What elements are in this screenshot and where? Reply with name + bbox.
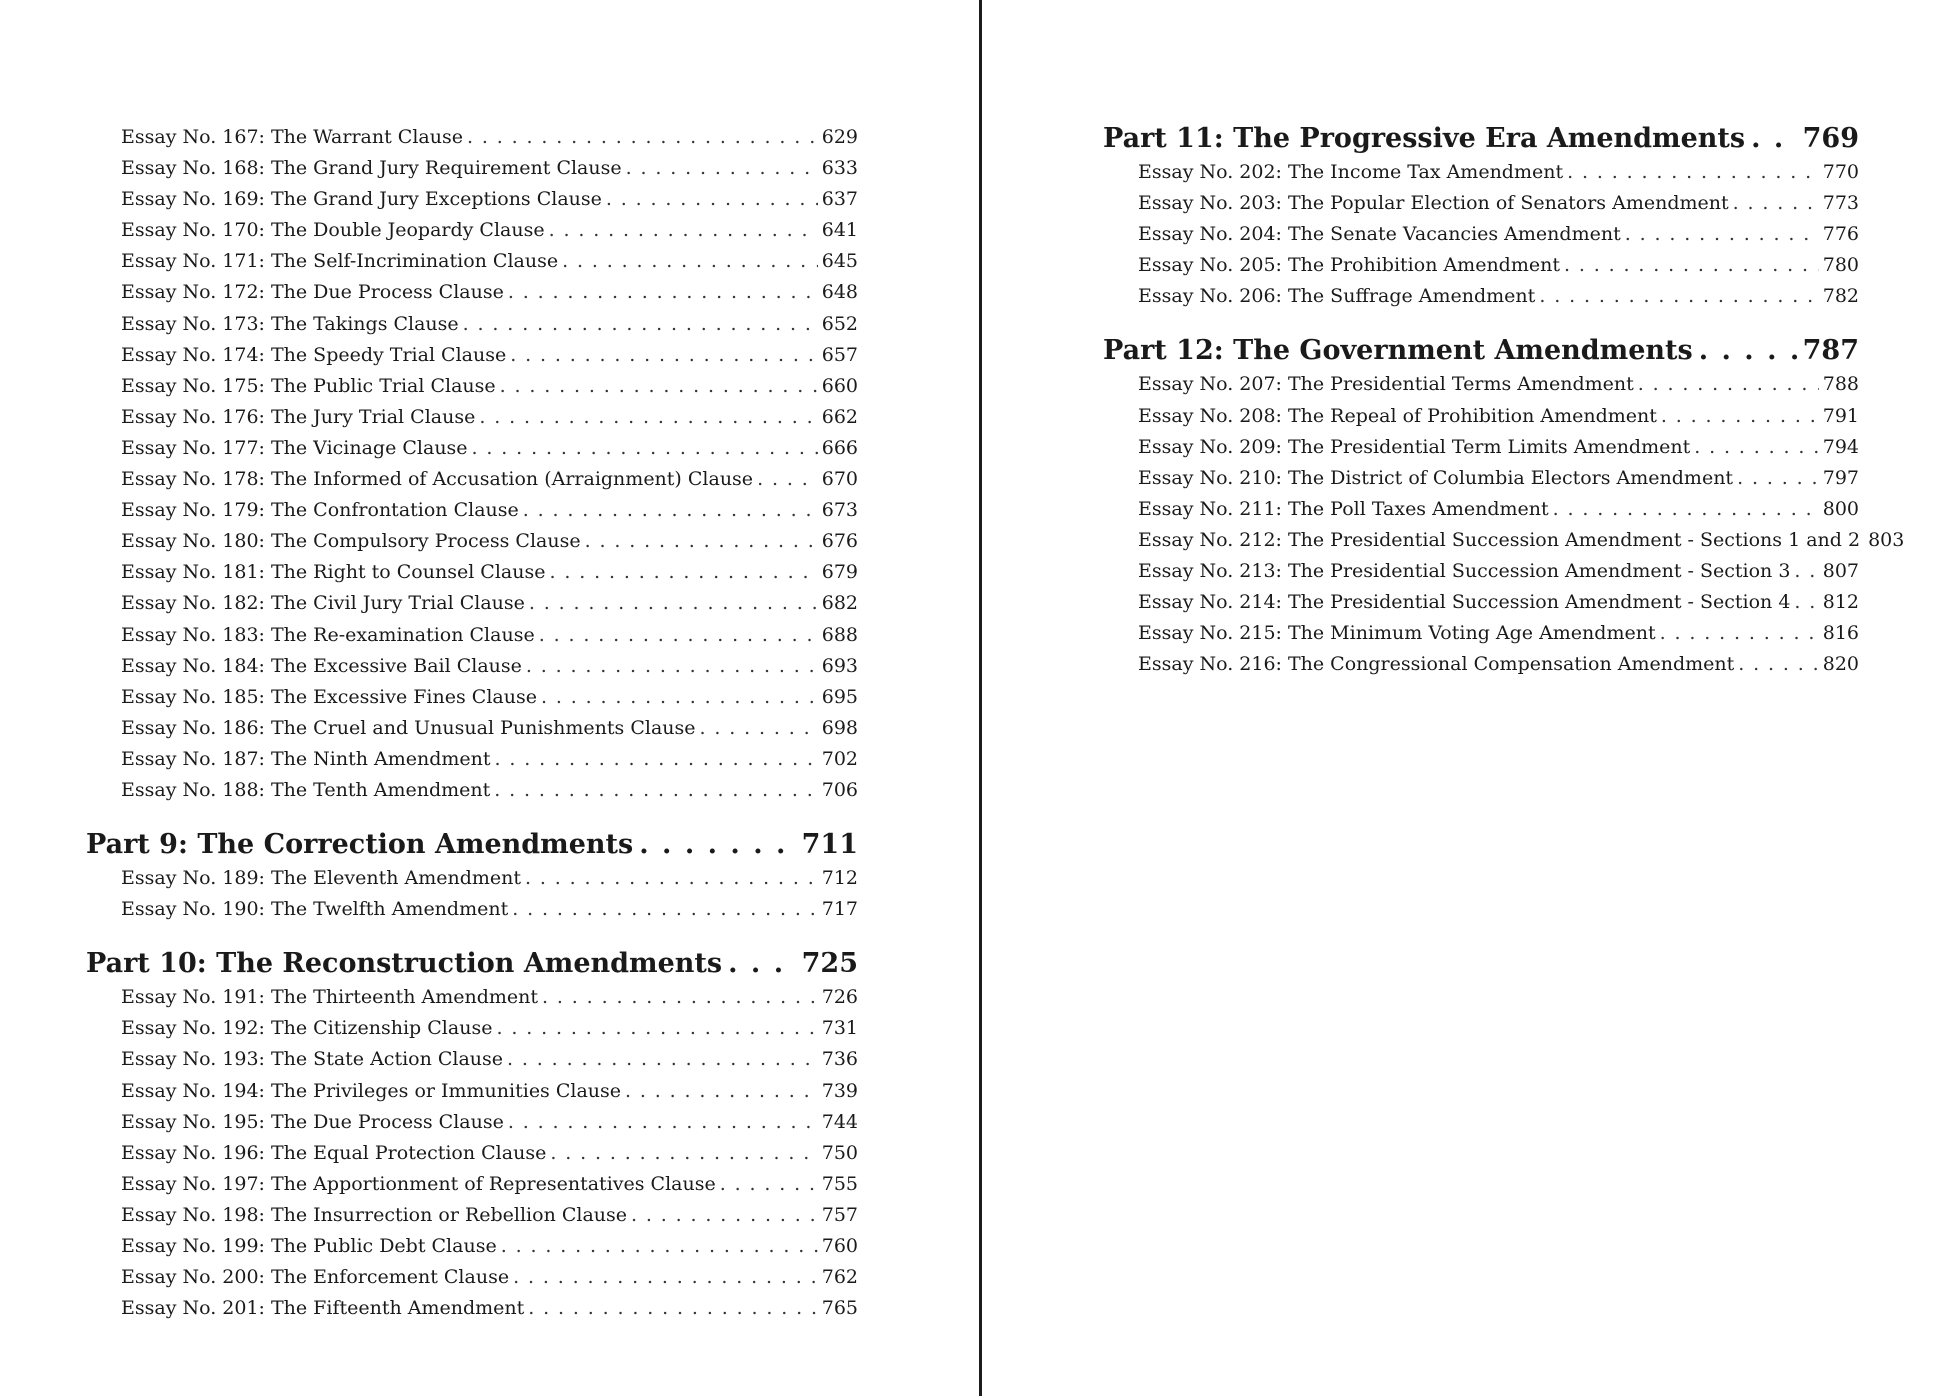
dot-leader bbox=[472, 433, 818, 464]
toc-entry bbox=[86, 1107, 858, 1138]
dot-leader bbox=[1660, 618, 1819, 649]
toc-entry-page-number: 641 bbox=[821, 219, 858, 242]
toc-entry-title: Essay No. 168: The Grand Jury Requirement Clause bbox=[121, 157, 622, 180]
toc-entry bbox=[1103, 494, 1859, 525]
toc-entry bbox=[86, 863, 858, 894]
dot-leader bbox=[1553, 494, 1819, 525]
part-heading bbox=[1103, 121, 1859, 157]
part-heading bbox=[86, 827, 858, 863]
toc-entry-title: Essay No. 207: The Presidential Terms Amendment bbox=[1138, 373, 1634, 396]
toc-entry-page-number: 736 bbox=[821, 1048, 858, 1071]
dot-leader bbox=[542, 982, 818, 1013]
toc-entry-title: Essay No. 189: The Eleventh Amendment bbox=[121, 867, 522, 890]
toc-entry-title: Essay No. 204: The Senate Vacancies Amendment bbox=[1138, 223, 1621, 246]
toc-entry-page-number: 800 bbox=[1822, 497, 1859, 520]
toc-entry-title: Essay No. 211: The Poll Taxes Amendment bbox=[1138, 497, 1549, 520]
toc-entry-page-number: 765 bbox=[821, 1297, 858, 1320]
toc-entry bbox=[86, 1044, 858, 1075]
toc-entry bbox=[86, 1076, 858, 1107]
dot-leader bbox=[539, 620, 818, 651]
toc-entry-page-number: 739 bbox=[821, 1079, 858, 1102]
right-page bbox=[983, 0, 1956, 1396]
toc-entry-title: Essay No. 178: The Informed of Accusation (Arraignment) Clause bbox=[121, 468, 754, 491]
toc-entry bbox=[86, 1200, 858, 1231]
toc-entry-title: Essay No. 169: The Grand Jury Exceptions Clause bbox=[121, 188, 602, 211]
toc-part-section bbox=[86, 827, 858, 925]
toc-entry bbox=[1103, 618, 1859, 649]
toc-entry-title: Essay No. 209: The Presidential Term Limits Amendment bbox=[1138, 435, 1691, 458]
dot-leader bbox=[495, 744, 818, 775]
toc-entry-page-number: 629 bbox=[821, 126, 858, 148]
toc-entry-title: Essay No. 170: The Double Jeopardy Clause bbox=[121, 219, 545, 242]
dot-leader bbox=[512, 894, 818, 925]
dot-leader bbox=[606, 184, 818, 215]
toc-entry-page-number: 717 bbox=[821, 898, 858, 921]
right-toc bbox=[1103, 121, 1905, 701]
toc-entry-page-number: 812 bbox=[1822, 591, 1859, 614]
toc-part-section bbox=[1103, 121, 1859, 312]
toc-entry bbox=[1103, 281, 1859, 312]
dot-leader bbox=[1661, 401, 1819, 432]
toc-section bbox=[86, 122, 858, 806]
toc-entry-page-number: 673 bbox=[821, 499, 858, 522]
toc-entry-page-number: 645 bbox=[821, 250, 858, 273]
toc-entry-title: Essay No. 171: The Self-Incrimination Clause bbox=[121, 250, 559, 273]
toc-entry-title: Essay No. 197: The Apportionment of Representatives Clause bbox=[121, 1172, 716, 1195]
toc-entry-page-number: 666 bbox=[821, 436, 858, 459]
toc-entry bbox=[1103, 463, 1859, 494]
dot-leader bbox=[494, 775, 817, 806]
toc-entry bbox=[86, 1231, 858, 1262]
toc-entry bbox=[86, 1138, 858, 1169]
toc-entry bbox=[1103, 188, 1859, 219]
toc-entry-page-number: 693 bbox=[821, 654, 858, 677]
toc-entry bbox=[1103, 649, 1859, 680]
toc-entry bbox=[1103, 525, 1905, 556]
toc-entry bbox=[86, 894, 858, 925]
dot-leader bbox=[526, 651, 818, 682]
part-heading-page-number: 787 bbox=[1802, 335, 1859, 367]
part-heading bbox=[1103, 333, 1859, 369]
toc-entry-title: Essay No. 205: The Prohibition Amendment bbox=[1138, 254, 1560, 277]
toc-entry bbox=[86, 557, 858, 588]
dot-leader bbox=[700, 713, 818, 744]
toc-entry-title: Essay No. 167: The Warrant Clause bbox=[121, 126, 463, 148]
toc-entry-page-number: 670 bbox=[821, 468, 858, 491]
toc-entry bbox=[86, 309, 858, 340]
toc-entry bbox=[86, 246, 858, 277]
toc-entry bbox=[1103, 157, 1859, 188]
toc-entry-title: Essay No. 196: The Equal Protection Clause bbox=[121, 1141, 547, 1164]
toc-entry-page-number: 762 bbox=[821, 1266, 858, 1289]
dot-leader bbox=[720, 1169, 818, 1200]
toc-entry-page-number: 633 bbox=[821, 157, 858, 180]
toc-entry-title: Essay No. 192: The Citizenship Clause bbox=[121, 1017, 493, 1040]
toc-entry bbox=[86, 620, 858, 651]
toc-entry-title: Essay No. 187: The Ninth Amendment bbox=[121, 747, 491, 770]
dot-leader bbox=[1738, 649, 1818, 680]
toc-entry-title: Essay No. 175: The Public Trial Clause bbox=[121, 374, 496, 397]
toc-entry bbox=[86, 982, 858, 1013]
toc-entry-page-number: 816 bbox=[1822, 622, 1859, 645]
toc-entry-page-number: 679 bbox=[821, 561, 858, 584]
toc-entry-page-number: 744 bbox=[821, 1110, 858, 1133]
toc-entry-title: Essay No. 216: The Congressional Compensation Amendment bbox=[1138, 653, 1735, 676]
toc-entry bbox=[1103, 250, 1859, 281]
toc-entry-title: Essay No. 181: The Right to Counsel Clause bbox=[121, 561, 546, 584]
dot-leader bbox=[639, 827, 795, 863]
dot-leader bbox=[463, 309, 818, 340]
toc-entry-page-number: 637 bbox=[821, 188, 858, 211]
toc-entry-title: Essay No. 179: The Confrontation Clause bbox=[121, 499, 519, 522]
dot-leader bbox=[631, 1200, 818, 1231]
toc-entry bbox=[86, 122, 858, 153]
dot-leader bbox=[1794, 587, 1818, 618]
toc-entry-title: Essay No. 208: The Repeal of Prohibition Amendment bbox=[1138, 404, 1657, 427]
toc-entry-title: Essay No. 213: The Presidential Succession Amendment - Section 3 bbox=[1138, 560, 1791, 583]
toc-entry bbox=[86, 277, 858, 308]
toc-entry-page-number: 791 bbox=[1822, 404, 1859, 427]
toc-entry-page-number: 731 bbox=[821, 1017, 858, 1040]
toc-entry bbox=[86, 464, 858, 495]
toc-entry-title: Essay No. 206: The Suffrage Amendment bbox=[1138, 285, 1536, 308]
toc-entry-page-number: 648 bbox=[821, 281, 858, 304]
dot-leader bbox=[1564, 250, 1819, 281]
dot-leader bbox=[1733, 188, 1819, 219]
toc-entry-title: Essay No. 176: The Jury Trial Clause bbox=[121, 405, 476, 428]
toc-entry-title: Essay No. 177: The Vicinage Clause bbox=[121, 436, 468, 459]
toc-entry-page-number: 770 bbox=[1822, 161, 1859, 183]
dot-leader bbox=[500, 371, 818, 402]
toc-entry-page-number: 698 bbox=[821, 716, 858, 739]
dot-leader bbox=[523, 495, 818, 526]
toc-entry bbox=[86, 682, 858, 713]
toc-entry-page-number: 780 bbox=[1822, 254, 1859, 277]
part-heading-title: Part 11: The Progressive Era Amendments bbox=[1103, 123, 1746, 154]
dot-leader bbox=[562, 246, 818, 277]
toc-entry-title: Essay No. 194: The Privileges or Immunities Clause bbox=[121, 1079, 622, 1102]
toc-entry-title: Essay No. 185: The Excessive Fines Clause bbox=[121, 685, 537, 708]
toc-entry-page-number: 788 bbox=[1822, 373, 1859, 396]
toc-entry-title: Essay No. 215: The Minimum Voting Age Amendment bbox=[1138, 622, 1656, 645]
toc-entry-title: Essay No. 214: The Presidential Succession Amendment - Section 4 bbox=[1138, 591, 1791, 614]
dot-leader bbox=[550, 557, 818, 588]
toc-entry-title: Essay No. 191: The Thirteenth Amendment bbox=[121, 986, 539, 1009]
toc-entry-title: Essay No. 188: The Tenth Amendment bbox=[121, 778, 491, 801]
dot-leader bbox=[467, 122, 818, 153]
dot-leader bbox=[528, 1293, 817, 1324]
toc-entry bbox=[86, 588, 858, 619]
dot-leader bbox=[541, 682, 818, 713]
toc-entry-title: Essay No. 174: The Speedy Trial Clause bbox=[121, 343, 507, 366]
part-heading-page-number: 769 bbox=[1802, 123, 1859, 154]
dot-leader bbox=[1638, 369, 1819, 400]
dot-leader bbox=[549, 215, 818, 246]
toc-entry-title: Essay No. 212: The Presidential Succession Amendment - Sections 1 and 2 bbox=[1138, 528, 1861, 551]
toc-entry-title: Essay No. 186: The Cruel and Unusual Punishments Clause bbox=[121, 716, 696, 739]
toc-entry bbox=[1103, 587, 1859, 618]
toc-entry bbox=[1103, 556, 1859, 587]
toc-entry-title: Essay No. 195: The Due Process Clause bbox=[121, 1110, 504, 1133]
toc-entry-page-number: 820 bbox=[1822, 653, 1859, 676]
dot-leader bbox=[550, 1138, 817, 1169]
left-toc bbox=[86, 122, 858, 1345]
toc-entry-title: Essay No. 184: The Excessive Bail Clause bbox=[121, 654, 522, 677]
toc-entry-title: Essay No. 173: The Takings Clause bbox=[121, 312, 459, 335]
toc-part-section bbox=[86, 946, 858, 1324]
toc-entry bbox=[86, 340, 858, 371]
part-heading-page-number: 711 bbox=[801, 829, 858, 861]
toc-entry-page-number: 706 bbox=[821, 778, 858, 801]
dot-leader bbox=[1625, 219, 1819, 250]
toc-entry bbox=[1103, 219, 1859, 250]
toc-entry-page-number: 726 bbox=[821, 986, 858, 1009]
toc-entry-page-number: 794 bbox=[1822, 435, 1859, 458]
part-heading bbox=[86, 946, 858, 982]
dot-leader bbox=[625, 1076, 818, 1107]
toc-entry-title: Essay No. 199: The Public Debt Clause bbox=[121, 1235, 497, 1257]
dot-leader bbox=[1699, 333, 1797, 369]
dot-leader bbox=[501, 1231, 818, 1262]
toc-entry-page-number: 660 bbox=[821, 374, 858, 397]
part-heading-page-number: 725 bbox=[801, 948, 858, 980]
toc-entry-title: Essay No. 190: The Twelfth Amendment bbox=[121, 898, 509, 921]
toc-entry bbox=[86, 1293, 858, 1324]
dot-leader bbox=[1737, 463, 1819, 494]
part-heading-title: Part 9: The Correction Amendments bbox=[86, 829, 634, 861]
toc-part-section bbox=[1103, 333, 1905, 680]
toc-entry-page-number: 773 bbox=[1822, 192, 1859, 215]
dot-leader bbox=[1694, 432, 1819, 463]
dot-leader bbox=[496, 1013, 817, 1044]
toc-entry bbox=[86, 184, 858, 215]
toc-entry-title: Essay No. 202: The Income Tax Amendment bbox=[1138, 161, 1564, 183]
toc-entry bbox=[1103, 401, 1859, 432]
dot-leader bbox=[525, 863, 818, 894]
toc-entry-page-number: 712 bbox=[821, 867, 858, 890]
dot-leader bbox=[529, 588, 818, 619]
dot-leader bbox=[757, 464, 818, 495]
dot-leader bbox=[728, 946, 796, 982]
toc-entry bbox=[86, 153, 858, 184]
toc-entry bbox=[1103, 369, 1859, 400]
toc-entry-page-number: 676 bbox=[821, 530, 858, 553]
toc-entry bbox=[86, 402, 858, 433]
toc-entry-page-number: 776 bbox=[1822, 223, 1859, 246]
toc-entry-title: Essay No. 200: The Enforcement Clause bbox=[121, 1266, 510, 1289]
toc-entry-page-number: 755 bbox=[821, 1172, 858, 1195]
dot-leader bbox=[513, 1262, 818, 1293]
toc-entry-page-number: 760 bbox=[821, 1235, 858, 1257]
toc-entry bbox=[1103, 432, 1859, 463]
book-spine-divider bbox=[979, 0, 982, 1396]
toc-entry-page-number: 688 bbox=[821, 623, 858, 646]
toc-entry-title: Essay No. 180: The Compulsory Process Clause bbox=[121, 530, 581, 553]
toc-entry bbox=[86, 1169, 858, 1200]
toc-entry-page-number: 782 bbox=[1822, 285, 1859, 308]
toc-entry-title: Essay No. 193: The State Action Clause bbox=[121, 1048, 504, 1071]
toc-entry-title: Essay No. 203: The Popular Election of Senators Amendment bbox=[1138, 192, 1729, 215]
toc-entry-page-number: 750 bbox=[821, 1141, 858, 1164]
toc-entry-page-number: 807 bbox=[1822, 560, 1859, 583]
dot-leader bbox=[585, 526, 818, 557]
toc-entry-page-number: 757 bbox=[821, 1203, 858, 1226]
toc-entry bbox=[86, 433, 858, 464]
dot-leader bbox=[508, 1107, 818, 1138]
toc-entry bbox=[86, 1262, 858, 1293]
dot-leader bbox=[508, 277, 818, 308]
dot-leader bbox=[1567, 157, 1819, 188]
toc-entry-page-number: 702 bbox=[821, 747, 858, 770]
dot-leader bbox=[1794, 556, 1818, 587]
toc-entry-title: Essay No. 198: The Insurrection or Rebellion Clause bbox=[121, 1203, 628, 1226]
dot-leader bbox=[1539, 281, 1818, 312]
toc-entry-title: Essay No. 172: The Due Process Clause bbox=[121, 281, 504, 304]
toc-entry-page-number: 803 bbox=[1868, 528, 1905, 551]
toc-entry bbox=[86, 1013, 858, 1044]
toc-entry bbox=[86, 744, 858, 775]
toc-entry-title: Essay No. 183: The Re-examination Clause bbox=[121, 623, 535, 646]
toc-entry-page-number: 682 bbox=[821, 592, 858, 615]
dot-leader bbox=[507, 1044, 818, 1075]
toc-entry-page-number: 657 bbox=[821, 343, 858, 366]
toc-entry bbox=[86, 495, 858, 526]
toc-entry bbox=[86, 775, 858, 806]
dot-leader bbox=[479, 402, 817, 433]
part-heading-title: Part 12: The Government Amendments bbox=[1103, 335, 1693, 367]
part-heading-title: Part 10: The Reconstruction Amendments bbox=[86, 948, 723, 980]
toc-entry-title: Essay No. 210: The District of Columbia Electors Amendment bbox=[1138, 466, 1734, 489]
dot-leader bbox=[626, 153, 818, 184]
toc-entry-page-number: 662 bbox=[821, 405, 858, 428]
dot-leader bbox=[1751, 121, 1797, 157]
toc-entry bbox=[86, 371, 858, 402]
toc-entry-title: Essay No. 182: The Civil Jury Trial Clause bbox=[121, 592, 525, 615]
toc-entry bbox=[86, 651, 858, 682]
toc-entry-page-number: 797 bbox=[1822, 466, 1859, 489]
toc-entry bbox=[86, 713, 858, 744]
toc-entry bbox=[86, 215, 858, 246]
toc-entry bbox=[86, 526, 858, 557]
toc-entry-title: Essay No. 201: The Fifteenth Amendment bbox=[121, 1297, 525, 1320]
toc-entry-page-number: 695 bbox=[821, 685, 858, 708]
dot-leader bbox=[510, 340, 818, 371]
toc-entry-page-number: 652 bbox=[821, 312, 858, 335]
